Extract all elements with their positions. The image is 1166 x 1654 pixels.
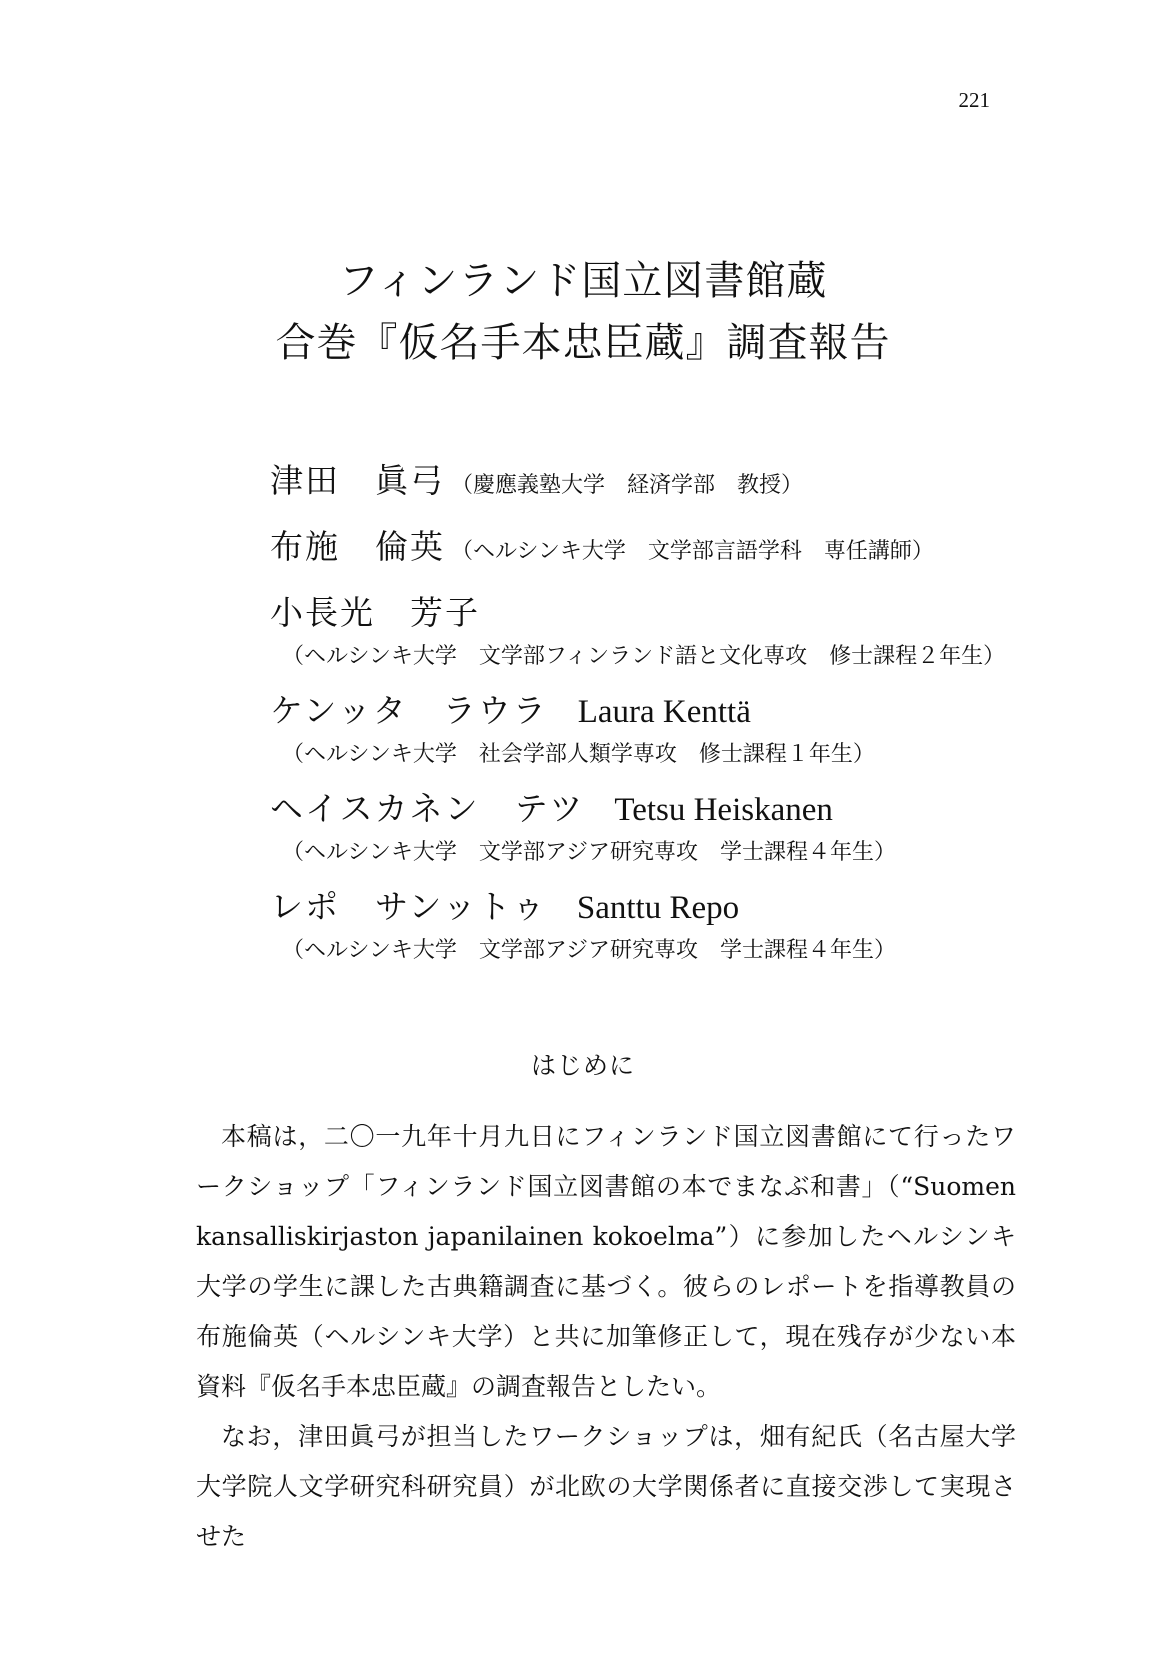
author-list — [270, 458, 1050, 982]
page-number: 221 — [958, 88, 990, 112]
author-latin-name: Laura Kenttä — [577, 694, 751, 730]
author-entry — [270, 458, 1050, 510]
title-line-2: 合巻『仮名手本忠臣蔵』調査報告 — [275, 320, 891, 366]
author-entry — [270, 884, 1050, 968]
author-entry — [270, 786, 1050, 870]
author-name: ヘイスカネン テツ — [270, 789, 585, 828]
section-heading: はじめに — [530, 1051, 635, 1080]
author-name: 小長光 芳子 — [270, 593, 480, 632]
author-affiliation: （ヘルシンキ大学 文学部フィンランド語と文化専攻 修士課程２年生） — [282, 644, 1006, 669]
author-affiliation: （ヘルシンキ大学 文学部アジア研究専攻 学士課程４年生） — [282, 938, 897, 963]
author-affiliation: （ヘルシンキ大学 文学部アジア研究専攻 学士課程４年生） — [282, 840, 897, 865]
article-title — [0, 250, 1166, 374]
title-line-1: フィンランド国立図書館蔵 — [338, 258, 828, 304]
author-latin-name: Santtu Repo — [576, 890, 740, 926]
paragraph: なお，津田眞弓が担当したワークショップは，畑有紀氏（名古屋大学大学院人文学研究科研究員）が北欧の大学関係者に直接交渉して実現させた — [196, 1422, 1016, 1551]
author-affiliation: （ヘルシンキ大学 文学部言語学科 専任講師） — [451, 539, 934, 564]
paragraph: 本稿は，二〇一九年十月九日にフィンランド国立図書館にて行ったワークショップ「フィンランド国立図書館の本でまなぶ和書」（“Suomen kansalliskirjaston japanilainen kokoelma”）に参加したヘルシンキ大学の学生に課した古典籍調査に基づく。彼らのレポートを指導教員の布施倫英（ヘルシンキ大学）と共に加筆修正して，現在残存が少ない本資料『仮名手本忠臣蔵』の調査報告としたい。 — [196, 1122, 1016, 1401]
author-entry — [270, 524, 1050, 576]
author-latin-name: Tetsu Heiskanen — [614, 792, 833, 828]
author-name: 布施 倫英 — [270, 527, 445, 566]
body-text — [196, 1112, 1016, 1562]
author-affiliation: （慶應義塾大学 経済学部 教授） — [451, 473, 804, 498]
author-affiliation: （ヘルシンキ大学 社会学部人類学専攻 修士課程１年生） — [282, 742, 875, 767]
author-entry — [270, 590, 1050, 674]
author-name: 津田 眞弓 — [270, 461, 445, 500]
author-entry — [270, 688, 1050, 772]
author-name: ケンッタ ラウラ — [270, 691, 548, 730]
author-name: レポ サンットゥ — [270, 887, 547, 926]
